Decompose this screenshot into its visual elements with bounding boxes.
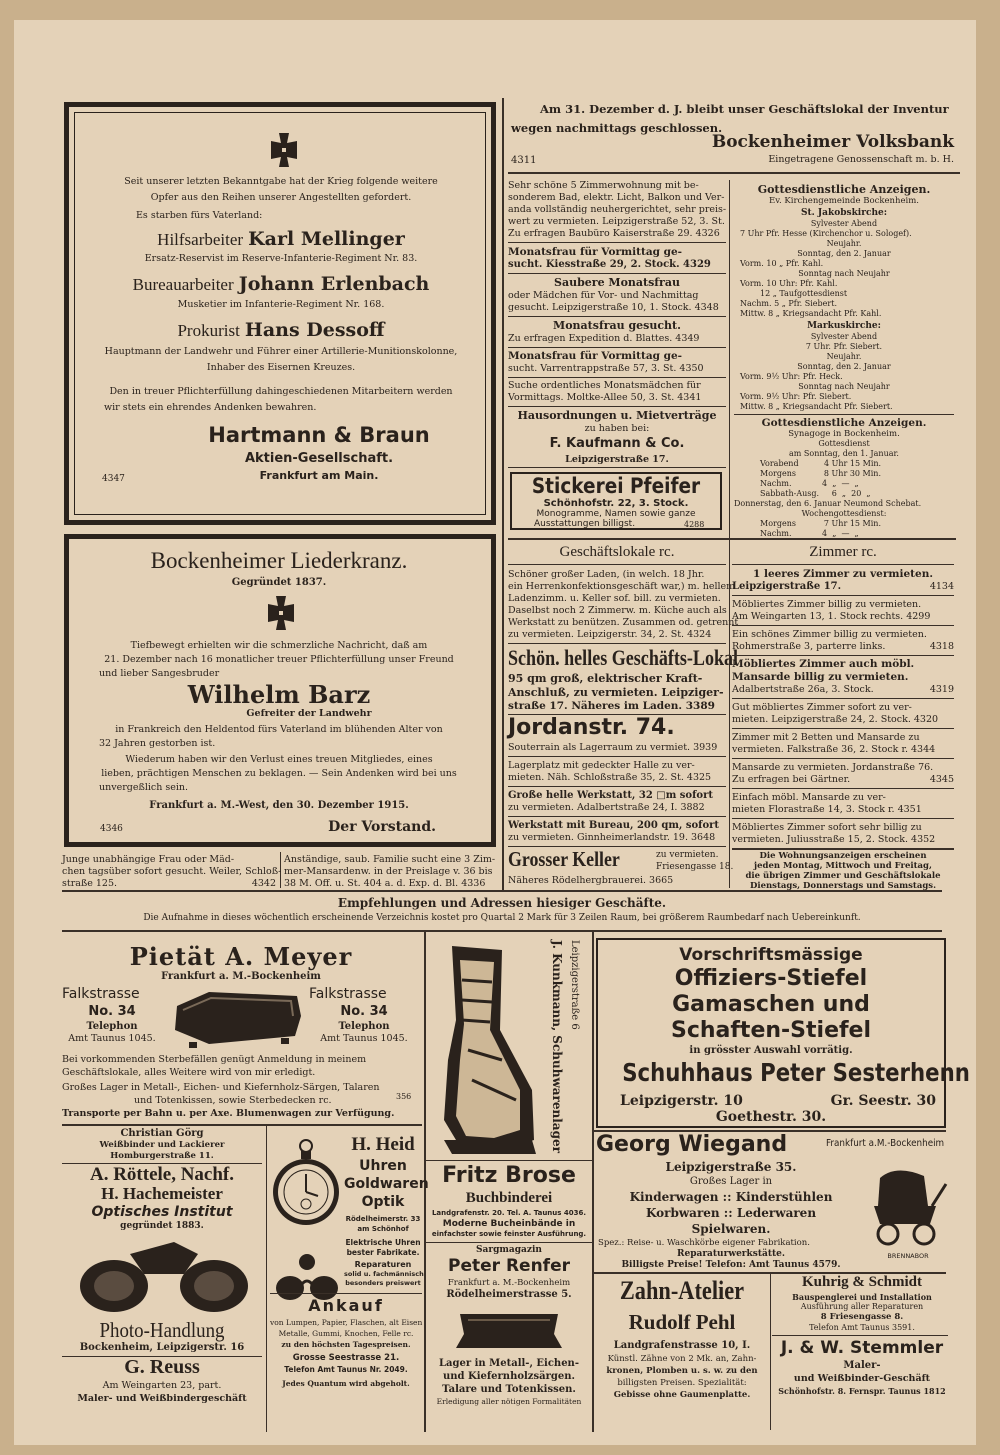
section-title: Zimmer rc. <box>809 544 877 560</box>
death-text: in Frankreich den Heldentod fürs Vaterland im blühenden Alter von <box>115 724 443 735</box>
church-title: Gottesdienstliche Anzeigen. <box>757 183 931 196</box>
ad-text: Vorschriftsmässige <box>679 945 863 965</box>
classified-ad: Einfach möbl. Mansarde zu ver- <box>732 792 886 803</box>
firm-telephone: Amt Taunus 1045. <box>68 1033 156 1044</box>
notice-line: die übrigen Zimmer und Geschäftslokale <box>745 871 941 881</box>
ad-number: 356 <box>396 1092 412 1101</box>
ad-number: 4342 <box>251 878 276 889</box>
classified-ad-headline: Jordanstr. 74. <box>508 715 675 740</box>
club-name: Bockenheimer Liederkranz. <box>150 548 408 573</box>
fallen-person-3: Prokurist Hans Dessoff <box>177 319 385 341</box>
firm-address: Gr. Seestr. 30 <box>830 1093 936 1109</box>
classified-ad: Große helle Werkstatt, 32 □m sofort <box>508 790 713 801</box>
firm-name: Peter Renfer <box>448 1256 570 1276</box>
firm-house-number: No. 34 <box>88 1004 136 1019</box>
ad-headline: Gamaschen und <box>672 992 870 1017</box>
death-text: Tiefbewegt erhielten wir die schmerzliche Nachricht, daß am <box>130 640 428 651</box>
classified-ad: Suche ordentliches Monatsmädchen für <box>508 380 701 391</box>
classified-ad: Am Weingarten 13, 1. Stock rechts. 4299 <box>732 611 931 622</box>
firm-name: Christian Görg <box>120 1128 204 1139</box>
firm-telephone: Amt Taunus 1045. <box>320 1033 408 1044</box>
death-signature: Der Vorstand. <box>328 819 436 835</box>
ad-text: und Kiefernholzsärgen. <box>443 1371 575 1382</box>
classified-ad: Gut möbliertes Zimmer sofort zu ver- <box>732 702 912 713</box>
firm-telephone-label: Telephon <box>338 1021 390 1032</box>
ad-number: 4134 <box>929 581 954 592</box>
firm-name: J. Kunkmann, Schuhwarenlager <box>550 940 564 1153</box>
classified-ad: zu vermieten. Adalbertstraße 24, I. 3882 <box>508 802 705 813</box>
ad-text: Geschäftslokale, alles Weitere wird von mir erledigt. <box>62 1067 316 1078</box>
firm-sub: Aktien-Gesellschaft. <box>244 451 394 466</box>
classified-ad: zu vermieten. Ginnheimerlandstr. 19. 3648 <box>508 832 716 843</box>
classified-ad: Schöner großer Laden, (in welch. 18 Jhr. <box>508 569 705 580</box>
firm-telephone-label: Telephon <box>86 1021 138 1032</box>
death-intro-line: Opfer aus den Reihen unserer Angestellten gefordert. <box>150 192 412 203</box>
classified-ad: zu haben bei: <box>584 423 650 434</box>
classified-ad: vermieten. Falkstraße 36, 2. Stock r. 4344 <box>732 744 936 755</box>
firm-address: Leipzigerstraße 6 <box>569 940 580 1030</box>
death-text: 32 Jahren gestorben ist. <box>99 738 216 749</box>
ad-number: 4346 <box>100 824 123 834</box>
firm-trade: Weißbinder und Lackierer <box>99 1140 225 1150</box>
ad-text: Spez.: Reise- u. Waschkörbe eigener Fabrikation. <box>598 1238 810 1248</box>
firm-telephone: Telefon Amt Taunus 3591. <box>809 1323 915 1332</box>
ad-text: Erledigung aller nötigen Formalitäten <box>436 1397 582 1406</box>
firm-address: Landgrafenstrasse 10, I. <box>613 1340 751 1351</box>
death-intro-line: Es starben fürs Vaterland: <box>136 210 263 221</box>
death-place-date: Frankfurt a. M.-West, den 30. Dezember 1915. <box>149 800 409 811</box>
ad-text: Ausführung aller Reparaturen <box>800 1302 924 1311</box>
classified-ad: mer-Mansardenw. in der Preislage v. 36 bis <box>284 866 493 877</box>
death-text: lieben, prächtigen Menschen zu beklagen. — Sein Andenken wird bei uns <box>101 768 457 779</box>
church-line: Mittw. 8 „ Kriegsandacht Pfr. Siebert. <box>740 402 893 411</box>
directory-title: Empfehlungen und Adressen hiesiger Geschäfte. <box>337 896 667 910</box>
firm-name: Hartmann & Braun <box>208 423 430 447</box>
ad-text: Korbwaren :: Lederwaren <box>645 1206 817 1220</box>
church-line: Sonntag nach Neujahr <box>798 382 890 391</box>
classified-ad: Sehr schöne 5 Zimmerwohnung mit be- <box>508 180 699 191</box>
classified-ad: Zimmer mit 2 Betten und Mansarde zu <box>732 732 920 743</box>
firm-address: Frankfurt a.M.-Bockenheim <box>826 1138 945 1149</box>
directory-subtitle: Die Aufnahme in dieses wöchentlich erscheinende Verzeichnis kostet pro Quartal 2 Mark für 3 Zeilen Raum, bei größerem Raumbedarf nach Uebereinkunft. <box>143 913 861 923</box>
firm-trade: Photo-Handlung <box>99 1318 225 1342</box>
church-sub: Ev. Kirchengemeinde Bockenheim. <box>769 196 919 206</box>
pram-illustration <box>866 1162 950 1252</box>
firm-address: Frankfurt a. M.-Bockenheim <box>447 1278 571 1288</box>
classified-ad: Leipzigerstraße 17. <box>732 581 842 592</box>
fallen-person-1: Hilfsarbeiter Karl Mellinger <box>157 228 405 250</box>
ad-text: Künstl. Zähne von 2 Mk. an, Zahn- <box>607 1354 757 1364</box>
firm-name: Fritz Brose <box>442 1163 576 1188</box>
classified-ad: Rohmerstraße 3, parterre links. <box>732 641 886 652</box>
ad-text: Jedes Quantum wird abgeholt. <box>282 1379 410 1388</box>
ad-text: einfachster sowie feinster Ausführung. <box>431 1230 587 1238</box>
classified-ad: mieten. Näh. Schloßstraße 35, 2. St. 4325 <box>508 772 712 783</box>
classified-ad: Monatsfrau gesucht. <box>553 319 681 332</box>
ad-text: Bei vorkommenden Sterbefällen genügt Anmeldung in meinem <box>62 1054 367 1065</box>
firm-founded: gegründet 1883. <box>120 1221 204 1231</box>
firm-address: Bockenheim, Leipzigerstr. 16 <box>79 1342 245 1353</box>
church-line: Markuskirche: <box>807 321 881 331</box>
classified-ad: Lagerplatz mit gedeckter Halle zu ver- <box>508 760 695 771</box>
classified-ad: sucht. Varrentrappstraße 57, 3. St. 4350 <box>508 363 704 374</box>
church-line: Nachm. 5 „ Pfr. Siebert. <box>740 299 837 308</box>
ad-number: 4318 <box>929 641 954 652</box>
classified-ad: ein Herrenkonfektionsgeschäft war,) m. hellem <box>508 581 736 592</box>
firm-address: Homburgerstraße 11. <box>110 1151 214 1161</box>
firm-trade: Goldwaren <box>344 1176 429 1192</box>
firm-street: Falkstrasse <box>62 986 140 1002</box>
firm-name: Rudolf Pehl <box>628 1310 736 1334</box>
firm-name: Stickerei Pfeifer <box>531 474 701 498</box>
firm-trade: Buchbinderei <box>465 1190 553 1206</box>
ad-text: Reparaturen <box>354 1260 412 1269</box>
synagogue-line: Morgens 7 Uhr 15 Min. <box>760 519 881 528</box>
ad-text: billigsten Preisen. Spezialität: <box>617 1378 747 1388</box>
firm-name: F. Kaufmann & Co. <box>549 436 685 451</box>
classified-ad: Werkstatt mit Bureau, 200 qm, sofort <box>508 820 720 831</box>
church-line: Mittw. 8 „ Kriegsandacht Pfr. Kahl. <box>740 309 882 318</box>
death-closing: wir stets ein ehrendes Andenken bewahren. <box>104 402 317 413</box>
ad-text: Kinderwagen :: Kinderstühlen <box>629 1190 833 1204</box>
firm-address: am Schönhof <box>357 1225 409 1233</box>
brand-label: BRENNABOR <box>887 1252 929 1260</box>
classified-ad: Zu erfragen bei Gärtner. <box>732 774 851 785</box>
firm-address: 8 Friesengasse 8. <box>820 1312 904 1322</box>
classified-ad: zu vermieten. <box>656 850 719 860</box>
ad-text: Lager in Metall-, Eichen- <box>439 1358 579 1369</box>
church-line: 7 Uhr Pfr. Hesse (Kirchenchor u. Sologef). <box>740 229 912 238</box>
ad-text: Billigste Preise! Telefon: Amt Taunus 4579. <box>621 1260 841 1270</box>
ad-text: Elektrische Uhren <box>345 1238 421 1247</box>
church-line: Vorm. 9½ Uhr: Pfr. Siebert. <box>740 392 852 401</box>
firm-trade: Uhren <box>359 1158 407 1174</box>
ad-text: von Lumpen, Papier, Flaschen, alt Eisen <box>270 1318 423 1327</box>
church-line: Sonntag nach Neujahr <box>798 269 890 278</box>
firm-address: Landgrafenstr. 20. Tel. A. Taunus 4036. <box>431 1209 587 1217</box>
synagogue-line: Donnerstag, den 6. Januar Neumond Schebat. <box>734 499 922 508</box>
classified-ad: wert zu vermieten. Leipzigerstraße 52, 3. St. <box>508 216 725 227</box>
classified-ad: gesucht. Leipzigerstraße 10, 1. Stock. 4348 <box>508 302 719 313</box>
classified-ad: sonderem Bad, elektr. Licht, Balkon und Ver- <box>508 192 725 203</box>
ad-number: 4347 <box>102 474 125 484</box>
firm-name: Schuhhaus Peter Sesterhenn <box>622 1058 970 1087</box>
ad-headline: Offiziers-Stiefel <box>674 966 868 991</box>
church-line: St. Jakobskirche: <box>800 208 888 218</box>
firm-address: Grosse Seestrasse 21. <box>292 1353 400 1363</box>
firm-address: Schönhofstr. 22, 3. Stock. <box>543 498 689 509</box>
fallen-detail: Ersatz-Reservist im Reserve-Infanterie-Regiment Nr. 83. <box>144 253 418 264</box>
firm-trade: Maler- <box>843 1360 881 1371</box>
boot-illustration <box>432 940 540 1160</box>
classified-ad: Ein schönes Zimmer billig zu vermieten. <box>732 629 927 640</box>
iron-cross-icon <box>267 133 301 167</box>
classified-ad-headline: Grosser Keller <box>508 847 620 871</box>
firm-name: Pietät A. Meyer <box>129 942 353 971</box>
ad-text: besonders preiswert <box>345 1279 421 1287</box>
classified-ad: zu vermieten. Leipzigerstr. 34, 2. St. 4324 <box>508 629 712 640</box>
classified-ad: 38 M. Off. u. St. 404 a. d. Exp. d. Bl. 4336 <box>284 878 486 889</box>
ad-number: 4319 <box>929 684 954 695</box>
ad-text: Talare und Totenkissen. <box>442 1384 576 1395</box>
fallen-detail: Inhaber des Eisernen Kreuzes. <box>206 362 356 373</box>
firm-address: Leipzigerstraße 35. <box>665 1160 797 1174</box>
classified-ad: vermieten. Juliusstraße 15, 2. Stock. 4352 <box>732 834 936 845</box>
firm-street: Falkstrasse <box>309 986 387 1002</box>
firm-address: Leipzigerstr. 10 <box>620 1093 743 1109</box>
synagogue-line: Synagoge in Bockenheim. <box>788 429 900 439</box>
firm-address: Goethestr. 30. <box>715 1109 827 1125</box>
ad-headline: Ankauf <box>308 1296 384 1315</box>
ad-text: kronen, Plomben u. s. w. zu den <box>606 1366 758 1376</box>
church-line: Neujahr. <box>826 239 862 248</box>
classified-ad: mieten Florastraße 14, 3. Stock r. 4351 <box>732 804 922 815</box>
classified-ad-headline: Schön. helles Geschäfts-Lokal <box>508 645 739 670</box>
classified-ad: Adalbertstraße 26a, 3. Stock. <box>732 684 874 695</box>
classified-ad: anda vollständig neuhergerichtet, sehr preis- <box>508 204 727 215</box>
bank-sub: Eingetragene Genossenschaft m. b. H. <box>768 154 954 165</box>
classified-ad: Hausordnungen u. Mietverträge <box>517 409 717 422</box>
fallen-detail: Musketier im Infanterie-Regiment Nr. 168. <box>177 299 385 310</box>
firm-address: Leipzigerstraße 17. <box>565 454 669 465</box>
classified-ad: Werkstatt zu benützen. Zusammen od. getrennt <box>508 617 739 628</box>
notice-closing: wegen nachmittags geschlossen. <box>511 121 723 135</box>
church-line: 12 „ Taufgottesdienst <box>760 289 848 298</box>
church-line: Sonntag, den 2. Januar <box>797 362 891 371</box>
firm-name: H. Hachemeister <box>101 1184 223 1203</box>
firm-trade: Optik <box>361 1194 405 1210</box>
classified-ad: Daselbst noch 2 Zimmerw. m. Küche auch als <box>508 605 727 616</box>
iron-cross-icon <box>264 596 298 630</box>
classified-ad: Monatsfrau für Vormittag ge- <box>508 350 683 362</box>
ad-text: Reparaturwerkstätte. <box>676 1249 786 1259</box>
firm-address: Am Weingarten 23, part. <box>102 1380 222 1391</box>
coffin-icon <box>169 986 304 1050</box>
ad-headline: Schaften-Stiefel <box>670 1018 872 1043</box>
classified-ad: Saubere Monatsfrau <box>554 276 680 289</box>
notice-line: Dienstags, Donnerstags und Samstags. <box>749 881 937 891</box>
classified-ad: straße 17. Näheres im Laden. 3389 <box>508 700 715 712</box>
synagogue-title: Gottesdienstliche Anzeigen. <box>761 417 927 429</box>
ad-text: Spielwaren. <box>691 1222 771 1236</box>
firm-trade: Sargmagazin <box>476 1245 542 1255</box>
ad-text: und Totenkissen, sowie Sterbedecken rc. <box>134 1095 332 1106</box>
fallen-detail: Hauptmann der Landwehr und Führer einer Artillerie-Munitionskolonne, <box>104 346 458 357</box>
bank-name: Bockenheimer Volksbank <box>711 132 954 152</box>
classified-ad: mieten. Leipzigerstraße 24, 2. Stock. 4320 <box>732 714 939 725</box>
notice-closing: Am 31. Dezember d. J. bleibt unser Geschäftslokal der Inventur <box>540 102 949 116</box>
synagogue-line: Vorabend 4 Uhr 15 Min. <box>760 459 882 468</box>
firm-trade: Zahn-Atelier <box>619 1276 745 1305</box>
binoculars-illustration <box>74 1234 254 1316</box>
firm-house-number: No. 34 <box>340 1004 388 1019</box>
firm-name: Georg Wiegand <box>596 1132 788 1157</box>
firm-city: Frankfurt am Main. <box>259 469 379 482</box>
classified-ad: Möbliertes Zimmer billig zu vermieten. <box>732 599 922 610</box>
church-line: Vorm. 10 „ Pfr. Kahl. <box>740 259 824 268</box>
ad-text: in grösster Auswahl vorrätig. <box>689 1045 853 1056</box>
firm-address: Frankfurt a. M.-Bockenheim <box>161 971 321 982</box>
newspaper-page <box>14 20 976 1445</box>
death-text: Wiederum haben wir den Verlust eines treuen Mitgliedes, eines <box>125 754 433 765</box>
firm-address: Rödelheimerstrasse 5. <box>446 1289 572 1300</box>
classified-ad: Zu erfragen Baubüro Kaiserstraße 29. 4326 <box>508 228 720 239</box>
firm-trade: Maler- und Weißbindergeschäft <box>77 1393 247 1404</box>
ad-text: Gebisse ohne Gaumenplatte. <box>613 1390 751 1400</box>
ad-text: Transporte per Bahn u. per Axe. Blumenwagen zur Verfügung. <box>62 1108 395 1119</box>
firm-name: J. & W. Stemmler <box>780 1338 944 1358</box>
classified-ad: Friesengasse 18. <box>656 862 734 872</box>
firm-name: G. Reuss <box>124 1356 200 1378</box>
classified-ad: Zu erfragen Expedition d. Blattes. 4349 <box>508 333 700 344</box>
ad-text: Moderne Bucheinbände in <box>442 1219 576 1229</box>
ad-number: 4345 <box>929 774 954 785</box>
church-line: Sylvester Abend <box>810 219 878 228</box>
deceased-name: Wilhelm Barz <box>187 680 371 709</box>
synagogue-line: Nachm. 4 „ — „ <box>760 479 859 488</box>
ad-text: Metalle, Gummi, Knochen, Felle rc. <box>278 1329 414 1338</box>
firm-telephone: Telefon Amt Taunus Nr. 2049. <box>284 1365 408 1374</box>
firm-trade: Optisches Institut <box>91 1204 233 1220</box>
death-closing: Den in treuer Pflichterfüllung dahingeschiedenen Mitarbeitern werden <box>109 386 453 397</box>
classified-ad: Mansarde billig zu vermieten. <box>732 671 909 683</box>
firm-address: Schönhofstr. 8. Fernspr. Taunus 1812 <box>778 1386 946 1396</box>
classified-ad: chen tagsüber sofort gesucht. Weiler, Schloß- <box>62 866 282 877</box>
classified-ad: 1 leeres Zimmer zu vermieten. <box>753 568 933 580</box>
synagogue-line: Nachm. 4 „ — „ <box>760 529 859 538</box>
club-founded: Gegründet 1837. <box>231 577 327 588</box>
classified-ad: 95 qm groß, elektrischer Kraft- <box>508 672 703 685</box>
ad-text: Monogramme, Namen sowie ganze <box>536 509 696 519</box>
classified-ad: Vormittags. Moltke-Allee 50, 3. St. 4341 <box>508 392 702 403</box>
synagogue-line: Morgens 8 Uhr 30 Min. <box>760 469 881 478</box>
classified-ad: Näheres Rödelhergbrauerei. 3665 <box>508 875 674 886</box>
deceased-rank: Gefreiter der Landwehr <box>246 708 372 719</box>
classified-ad: Souterrain als Lagerraum zu vermiet. 3939 <box>508 742 718 753</box>
classified-ad: Anständige, saub. Familie sucht eine 3 Zim- <box>284 854 496 865</box>
ad-number: 4288 <box>684 520 705 529</box>
ad-text: bester Fabrikate. <box>346 1248 420 1257</box>
firm-name: H. Heid <box>351 1134 415 1155</box>
ad-number: 4311 <box>511 155 537 166</box>
classified-ad: oder Mädchen für Vor- und Nachmittag <box>508 290 699 301</box>
church-line: Sonntag, den 2. Januar <box>797 249 891 258</box>
death-intro-line: Seit unserer letzten Bekanntgabe hat der Krieg folgende weitere <box>124 176 438 187</box>
pocket-watch-icon <box>270 1136 342 1236</box>
firm-trade: Bauspenglerei und Installation <box>792 1292 932 1302</box>
church-line: Vorm. 10 Uhr: Pfr. Kahl. <box>740 279 838 288</box>
death-text: und lieber Sangesbruder <box>99 668 220 679</box>
ad-text: solid u. fachmännisch <box>344 1270 424 1278</box>
church-line: Vorm. 9½ Uhr: Pfr. Heck. <box>740 372 843 381</box>
firm-name: A. Röttele, Nachf. <box>89 1164 235 1185</box>
firm-address: Rödelheimerstr. 33 <box>345 1215 421 1223</box>
ad-text: Großes Lager in Metall-, Eichen- und Kiefernholz-Särgen, Talaren <box>62 1082 380 1093</box>
death-text: 21. Dezember nach 16 monatlicher treuer Pflichterfüllung unser Freund <box>104 654 454 665</box>
notice-line: jeden Montag, Mittwoch und Freitag, <box>754 861 932 871</box>
synagogue-line: Gottesdienst <box>818 439 870 448</box>
section-title: Geschäftslokale rc. <box>559 544 675 560</box>
synagogue-line: am Sonntag, den 1. Januar. <box>789 449 899 458</box>
coffin-icon <box>454 1304 564 1354</box>
classified-ad: sucht. Kiesstraße 29, 2. Stock. 4329 <box>508 259 711 270</box>
firm-trade: und Weißbinder-Geschäft <box>793 1373 931 1384</box>
column-rule <box>502 98 504 890</box>
ad-text: zu den höchsten Tagespreisen. <box>281 1340 411 1349</box>
death-text: unvergeßlich sein. <box>99 782 189 793</box>
ad-text: Großes Lager in <box>689 1176 773 1187</box>
classified-ad: straße 125. <box>62 878 118 889</box>
fallen-person-2: Bureauarbeiter Johann Erlenbach <box>132 273 430 295</box>
classified-ad: Möbliertes Zimmer auch möbl. <box>732 658 915 670</box>
classified-ad: Ladenzimm. u. Keller sof. bill. zu vermieten. <box>508 593 721 604</box>
synagogue-line: Sabbath-Ausg. 6 „ 20 „ <box>760 489 871 498</box>
classified-ad: Mansarde zu vermieten. Jordanstraße 76. <box>732 762 934 773</box>
synagogue-line: Wochengottesdienst: <box>801 509 887 518</box>
classified-ad: Möbliertes Zimmer sofort sehr billig zu <box>732 822 922 833</box>
ad-text: Ausstattungen billigst. <box>534 519 636 529</box>
classified-ad: Monatsfrau für Vormittag ge- <box>508 246 683 258</box>
church-line: Neujahr. <box>826 352 862 361</box>
church-line: 7 Uhr. Pfr. Siebert. <box>805 342 883 351</box>
classified-ad: Junge unabhängige Frau oder Mäd- <box>62 854 235 865</box>
church-line: Sylvester Abend <box>810 332 878 341</box>
firm-name: Kuhrig & Schmidt <box>801 1274 922 1290</box>
notice-line: Die Wohnungsanzeigen erscheinen <box>759 851 927 861</box>
classified-ad: Anschluß, zu vermieten. Leipziger- <box>508 686 724 699</box>
